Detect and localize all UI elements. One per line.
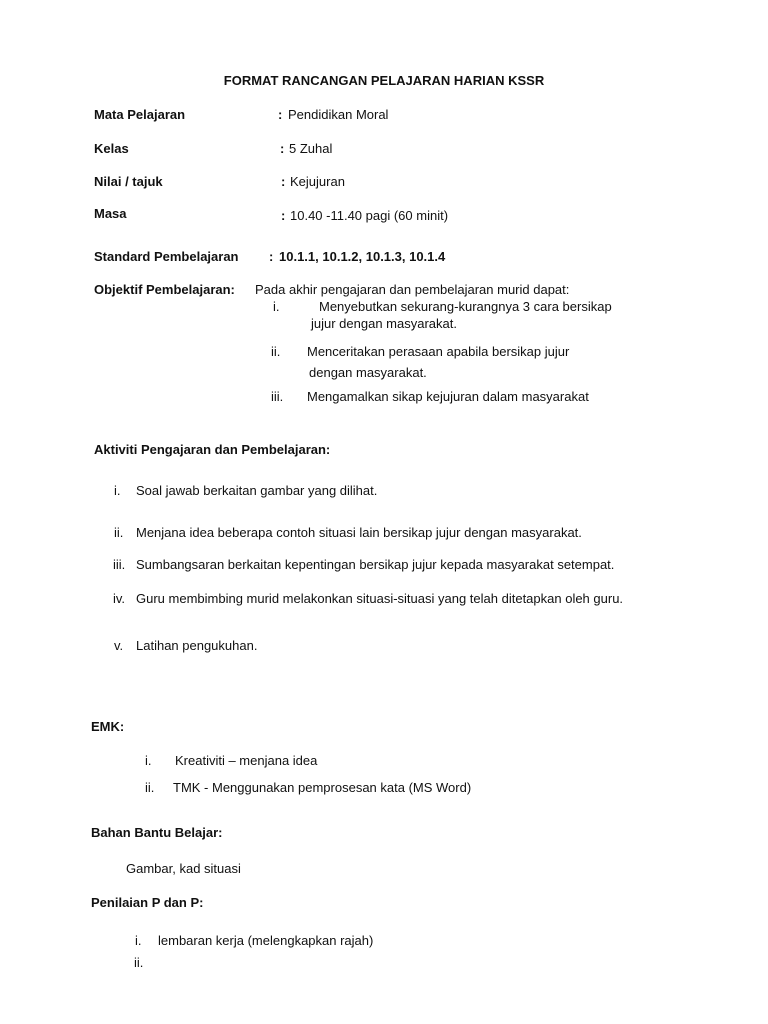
objektif-item-number: ii. (271, 344, 281, 359)
field-value-nilai: Kejujuran (290, 174, 345, 189)
objektif-item-number: iii. (271, 389, 284, 404)
field-label-mata-pelajaran: Mata Pelajaran (94, 107, 186, 122)
objektif-label: Objektif Pembelajaran: (94, 282, 235, 297)
emk-heading: EMK: (91, 719, 125, 734)
field-colon: : (281, 174, 286, 189)
aktiviti-item-text: Sumbangsaran berkaitan kepentingan bersikap jujur kepada masyarakat setempat. (136, 557, 615, 572)
penilaian-item-number: ii. (134, 955, 144, 970)
field-colon: : (278, 107, 283, 122)
aktiviti-item-text: Menjana idea beberapa contoh situasi lain bersikap jujur dengan masyarakat. (136, 525, 582, 540)
objektif-item-text: Menceritakan perasaan apabila bersikap jujur (307, 344, 570, 359)
emk-item-text: Kreativiti – menjana idea (175, 753, 318, 768)
field-label-standard: Standard Pembelajaran (94, 249, 239, 264)
aktiviti-item-number: ii. (114, 525, 124, 540)
aktiviti-item-text: Latihan pengukuhan. (136, 638, 258, 653)
field-colon: : (281, 208, 286, 223)
objektif-intro: Pada akhir pengajaran dan pembelajaran murid dapat: (255, 282, 570, 297)
field-value-standard: 10.1.1, 10.1.2, 10.1.3, 10.1.4 (279, 249, 446, 264)
penilaian-item-text: lembaran kerja (melengkapkan rajah) (158, 933, 374, 948)
field-colon: : (269, 249, 274, 264)
aktiviti-item-number: i. (114, 483, 121, 498)
aktiviti-item-number: iv. (113, 591, 126, 606)
aktiviti-item-number: iii. (113, 557, 126, 572)
aktiviti-item-text: Soal jawab berkaitan gambar yang dilihat. (136, 483, 378, 498)
field-label-masa: Masa (94, 206, 127, 221)
field-value-mata-pelajaran: Pendidikan Moral (288, 107, 389, 122)
objektif-item-number: i. (273, 299, 280, 314)
field-value-masa: 10.40 -11.40 pagi (60 minit) (290, 208, 449, 223)
objektif-item-text: Menyebutkan sekurang-kurangnya 3 cara bersikap (319, 299, 612, 314)
objektif-item-text: Mengamalkan sikap kejujuran dalam masyarakat (307, 389, 589, 404)
field-label-nilai: Nilai / tajuk (94, 174, 163, 189)
emk-item-text: TMK - Menggunakan pemprosesan kata (MS Word) (173, 780, 472, 795)
emk-item-number: ii. (145, 780, 155, 795)
aktiviti-item-text: Guru membimbing murid melakonkan situasi-situasi yang telah ditetapkan oleh guru. (136, 591, 624, 606)
emk-item-number: i. (145, 753, 152, 768)
field-label-kelas: Kelas (94, 141, 129, 156)
document-title: FORMAT RANCANGAN PELAJARAN HARIAN KSSR (223, 73, 545, 88)
penilaian-heading: Penilaian P dan P: (91, 895, 204, 910)
penilaian-item-number: i. (135, 933, 142, 948)
aktiviti-heading: Aktiviti Pengajaran dan Pembelajaran: (94, 442, 331, 457)
field-value-kelas: 5 Zuhal (289, 141, 333, 156)
aktiviti-item-number: v. (114, 638, 124, 653)
objektif-item-text-cont: dengan masyarakat. (309, 365, 427, 380)
bahan-text: Gambar, kad situasi (126, 861, 241, 876)
objektif-item-text-cont: jujur dengan masyarakat. (311, 316, 457, 331)
field-colon: : (280, 141, 285, 156)
bahan-heading: Bahan Bantu Belajar: (91, 825, 223, 840)
